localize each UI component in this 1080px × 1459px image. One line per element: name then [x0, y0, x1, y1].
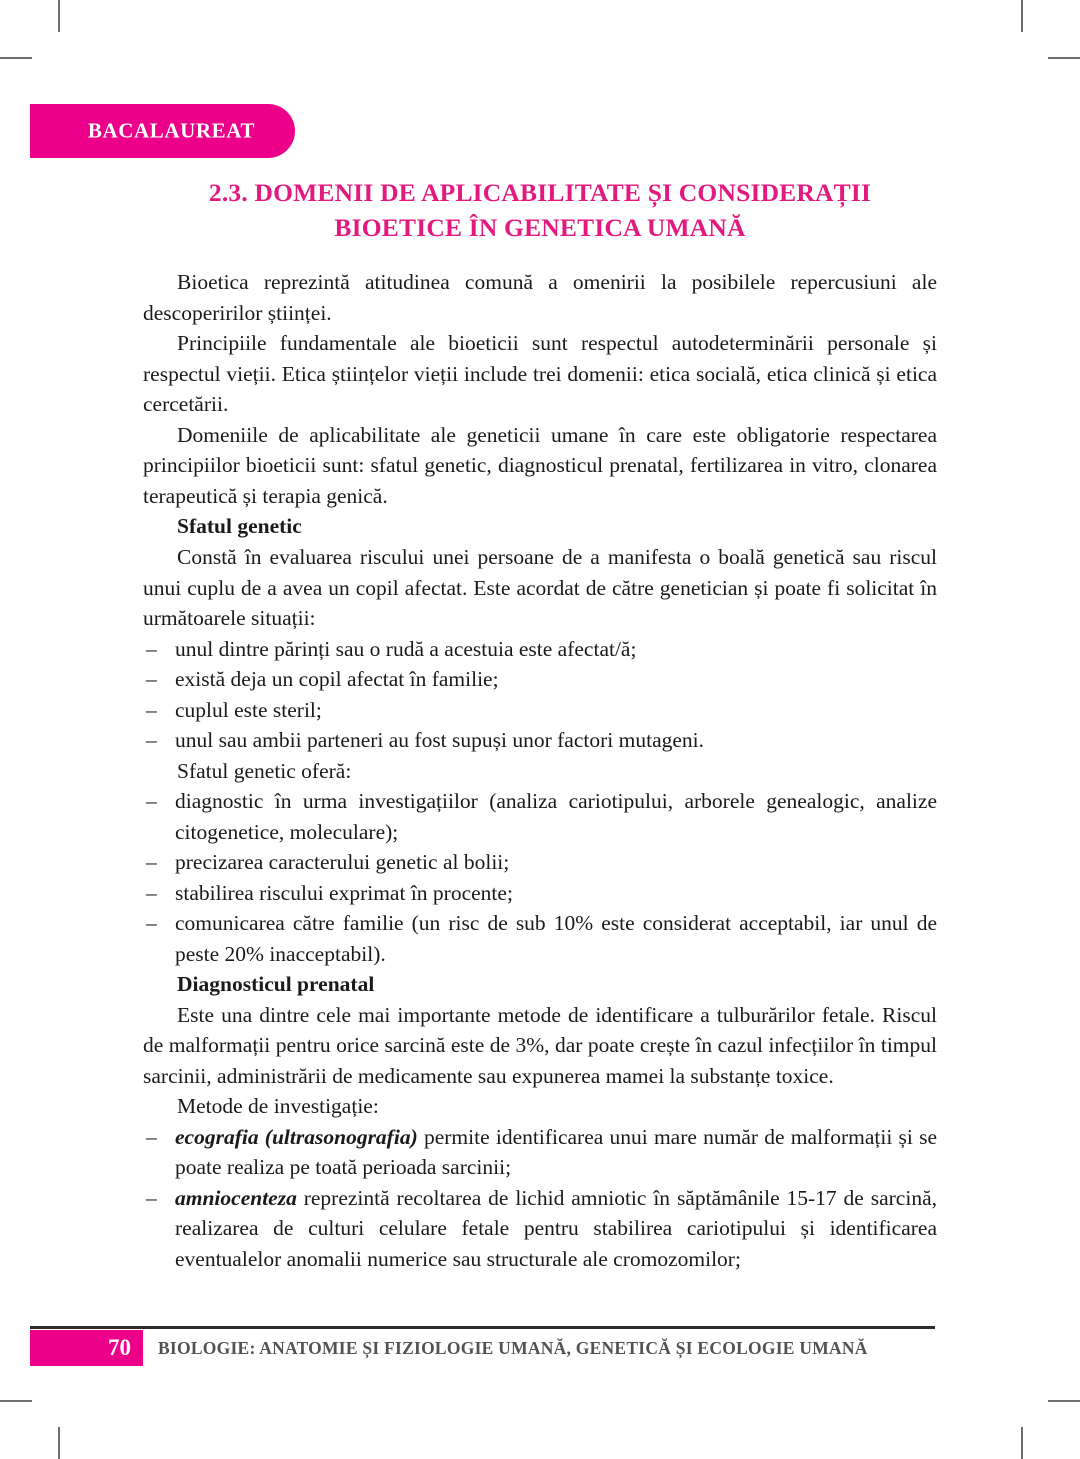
list-oferte-sfat-genetic	[143, 786, 937, 969]
paragraph-bioetica-definition: Bioetica reprezintă atitudinea comună a omenirii la posibilele repercusiuni ale descoperirilor științei.	[143, 270, 937, 325]
list-item: – stabilirea riscului exprimat în procente;	[143, 878, 937, 909]
crop-mark-bottom-left-horizontal	[0, 1400, 32, 1402]
list-item: – există deja un copil afectat în familie;	[143, 664, 937, 695]
page-number: 70	[108, 1335, 131, 1360]
page-title	[143, 176, 937, 245]
crop-mark-top-left-vertical	[58, 0, 60, 32]
list-item-term: ecografia (ultrasonografia)	[175, 1124, 418, 1149]
list-item: – unul dintre părinți sau o rudă a acestuia este afectat/ă;	[143, 634, 937, 665]
crop-mark-bottom-left-vertical	[58, 1427, 60, 1459]
crop-mark-top-right-horizontal	[1048, 57, 1080, 59]
list-item-description: permite identificarea unui mare număr de malformații și se poate realiza pe toată perioada sarcinii;	[175, 1124, 938, 1180]
crop-mark-bottom-right-horizontal	[1048, 1400, 1080, 1402]
paragraph-domenii-aplicabilitate: Domeniile de aplicabilitate ale geneticii umane în care este obligatorie respectarea principiilor bioeticii sunt: sfatul genetic, diagnosticul prenatal, fertilizarea in vitro, clonarea terapeutică și terapia genică.	[143, 422, 937, 508]
subheading-diagnosticul-prenatal: Diagnosticul prenatal	[177, 972, 375, 997]
list-item-description: reprezintă recoltarea de lichid amniotic în săptămânile 15-17 de sarcină, realizarea de culturi celulare fetale pentru stabilirea cariotipului și identificarea eventualelor anomalii numerice sau structurale ale cromozomilor;	[175, 1185, 937, 1271]
footer-rule	[30, 1326, 935, 1329]
list-item: – comunicarea către familie (un risc de sub 10% este considerat acceptabil, iar unul de peste 20% inacceptabil).	[143, 908, 937, 969]
crop-mark-bottom-right-vertical	[1021, 1427, 1023, 1459]
paragraph-sfatul-genetic-body: Constă în evaluarea riscului unei persoane de a manifesta o boală genetică sau riscul unui cuplu de a avea un copil afectat. Este acordat de către genetician și poate fi solicitat în următoarele situații:	[143, 544, 937, 631]
list-item: – unul sau ambii parteneri au fost supuși unor factori mutageni.	[143, 725, 937, 756]
text-column	[143, 176, 937, 1274]
list-item: – diagnostic în urma investigațiilor (analiza cariotipului, arborele genealogic, analize citogenetice, moleculare);	[143, 786, 937, 847]
running-head-tab	[30, 104, 295, 158]
footer-book-title: BIOLOGIE: ANATOMIE ȘI FIZIOLOGIE UMANĂ, GENETICĂ ȘI ECOLOGIE UMANĂ	[158, 1337, 868, 1358]
list-situatii-sfat-genetic	[143, 634, 937, 756]
list-item-term: amniocenteza	[175, 1185, 297, 1210]
running-head-label: BACALAUREAT	[87, 118, 256, 143]
subheading-sfatul-genetic: Sfatul genetic	[177, 514, 302, 539]
list-metode-investigatie	[143, 1122, 937, 1275]
crop-mark-top-right-vertical	[1021, 0, 1023, 32]
crop-mark-top-left-horizontal	[0, 57, 32, 59]
list-item: – precizarea caracterului genetic al bolii;	[143, 847, 937, 878]
paragraph-principii-fundamentale: Principiile fundamentale ale bioeticii sunt respectul autodeterminării personale și respectul vieții. Etica științelor vieții include trei domenii: etica socială, etica clinică și etica cercetării.	[143, 331, 937, 417]
page-number-box	[30, 1330, 143, 1366]
paragraph-diagnostic-prenatal-body: Este una dintre cele mai importante metode de identificare a tulburărilor fetale. Riscul de malformații pentru orice sarcină este de 3%, dar poate crește în cazul infecțiilor în timpul sarcinii, administrării de medicamente sau expunerea mamei la substanțe toxice.	[143, 1002, 937, 1088]
page-title-line-2: BIOETICE ÎN GENETICA UMANĂ	[334, 212, 746, 242]
page-title-line-1: 2.3. DOMENII DE APLICABILITATE ȘI CONSIDERAȚII	[208, 178, 872, 207]
paragraph-sfatul-genetic-ofera: Sfatul genetic oferă:	[177, 758, 352, 783]
paragraph-metode-investigatie: Metode de investigație:	[177, 1094, 379, 1119]
list-item	[143, 1122, 937, 1183]
list-item	[143, 1183, 937, 1275]
list-item: – cuplul este steril;	[143, 695, 937, 726]
